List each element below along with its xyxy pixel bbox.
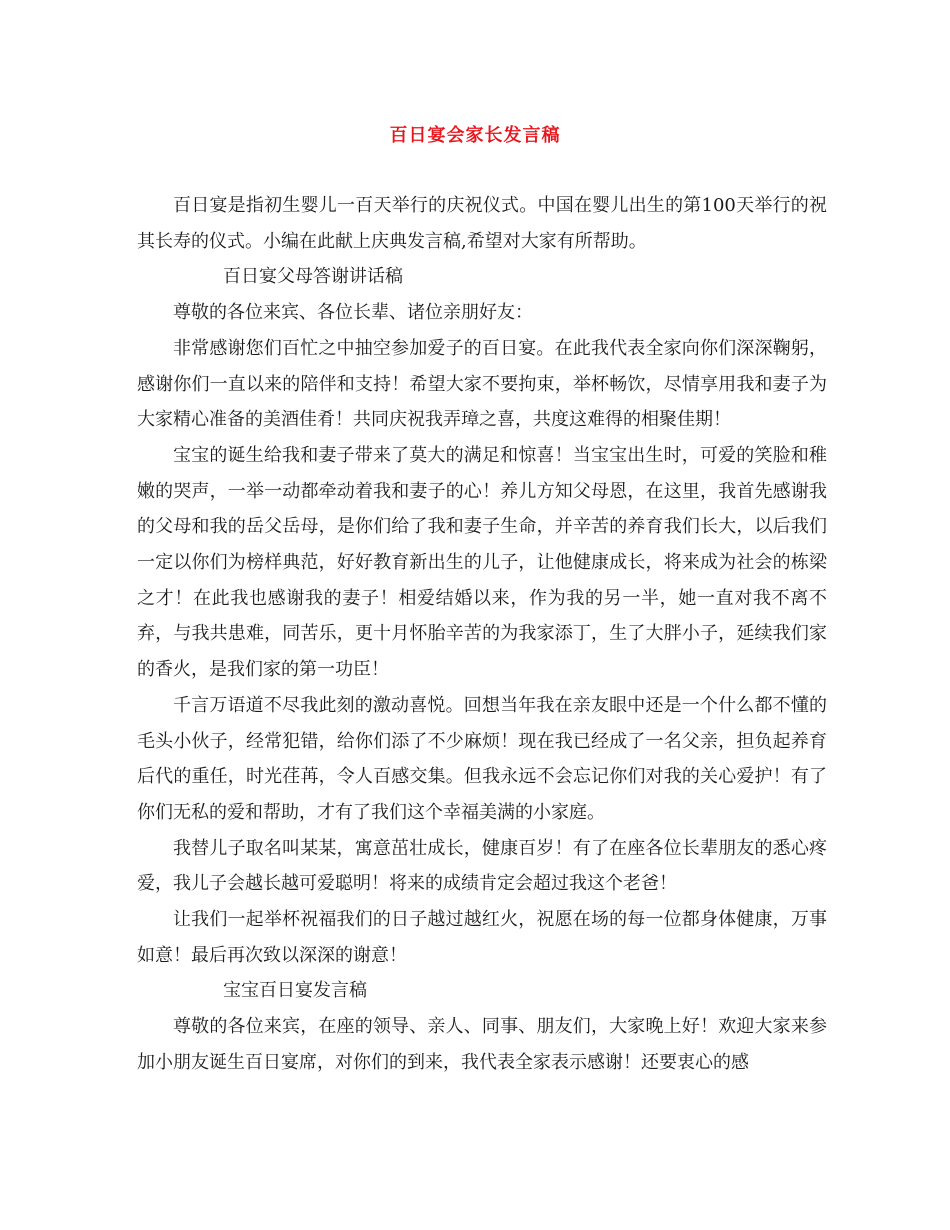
paragraph-naming: 我替儿子取名叫某某，寓意茁壮成长，健康百岁！有了在座各位长辈朋友的悉心疼爱，我儿子会越长越可爱聪明！将来的成绩肯定会超过我这个老爸！ xyxy=(137,837,827,895)
paragraph-intro: 百日宴是指初生婴儿一百天举行的庆祝仪式。中国在婴儿出生的第100天举行的祝其长寿的仪式。小编在此献上庆典发言稿,希望对大家有所帮助。 xyxy=(137,195,827,252)
section-heading-parents-thanks: 百日宴父母答谢讲话稿 xyxy=(223,266,403,288)
paragraph-baby-birth: 宝宝的诞生给我和妻子带来了莫大的满足和惊喜！当宝宝出生时，可爱的笑脸和稚嫩的哭声，一举一动都牵动着我和妻子的心！养儿方知父母恩，在这里，我首先感谢我的父母和我的岳父岳母，是你们给了我和妻子生命，并辛苦的养育我们长大，以后我们一定以你们为榜样典范，好好教育新出生的儿子，让他健康成长，将来成为社会的栋梁之才！在此我也感谢我的妻子！相爱结婚以来，作为我的另一半，她一直对我不离不弃，与我共患难，同苦乐，更十月怀胎辛苦的为我家添丁，生了大胖小子，延续我们家的香火，是我们家的第一功臣！ xyxy=(137,444,827,681)
paragraph-thanks: 非常感谢您们百忙之中抽空参加爱子的百日宴。在此我代表全家向你们深深鞠躬，感谢你们一直以来的陪伴和支持！希望大家不要拘束，举杯畅饮，尽情享用我和妻子为大家精心准备的美酒佳肴！共同庆祝我弄璋之喜，共度这难得的相聚佳期！ xyxy=(137,337,827,431)
paragraph-toast: 让我们一起举杯祝福我们的日子越过越红火，祝愿在场的每一位都身体健康，万事如意！最后再次致以深深的谢意！ xyxy=(137,909,827,966)
section-heading-baby-speech: 宝宝百日宴发言稿 xyxy=(223,980,367,1002)
paragraph-reflection: 千言万语道不尽我此刻的激动喜悦。回想当年我在亲友眼中还是一个什么都不懂的毛头小伙子，经常犯错，给你们添了不少麻烦！现在我已经成了一名父亲，担负起养育后代的重任，时光荏苒，令人百感交集。但我永远不会忘记你们对我的关心爱护！有了你们无私的爱和帮助，才有了我们这个幸福美满的小家庭。 xyxy=(137,694,827,823)
document-title: 百日宴会家长发言稿 xyxy=(389,125,561,146)
document-body xyxy=(137,188,827,1081)
paragraph-welcome: 尊敬的各位来宾，在座的领导、亲人、同事、朋友们，大家晚上好！欢迎大家来参加小朋友诞生百日宴席，对你们的到来，我代表全家表示感谢！还要衷心的感 xyxy=(137,1016,827,1073)
paragraph-salutation: 尊敬的各位来宾、各位长辈、诸位亲朋好友： xyxy=(173,302,533,324)
